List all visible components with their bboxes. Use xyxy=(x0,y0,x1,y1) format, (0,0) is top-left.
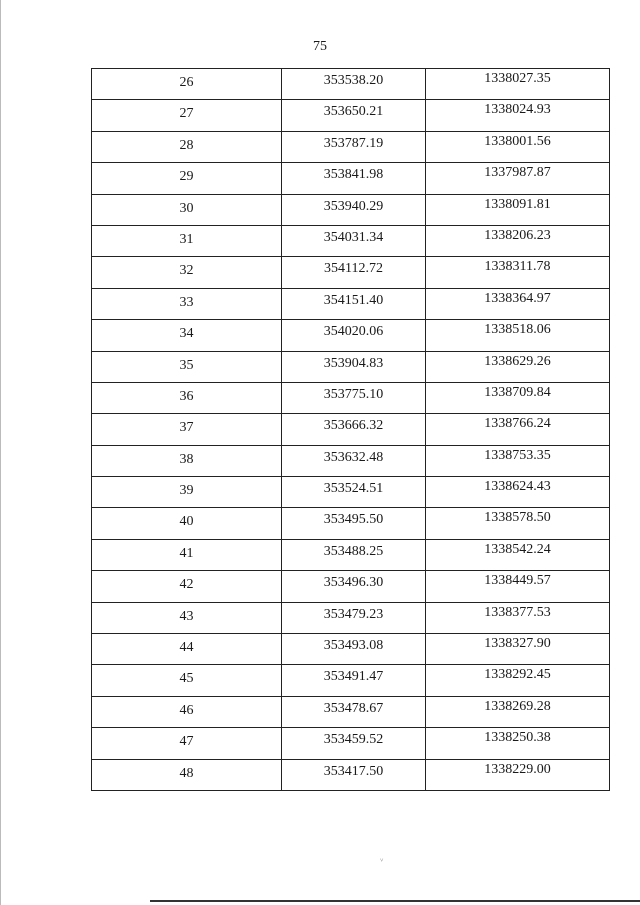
y-coordinate-cell xyxy=(426,665,610,696)
point-id-cell-text: 39 xyxy=(179,483,194,499)
point-id-cell xyxy=(92,445,282,476)
point-id-cell-text: 26 xyxy=(179,75,194,90)
point-id-cell xyxy=(92,665,282,696)
table-row xyxy=(92,539,610,570)
point-id-cell xyxy=(92,539,282,570)
y-coordinate-cell xyxy=(426,382,610,413)
y-coordinate-cell xyxy=(426,539,610,570)
table-row xyxy=(92,100,610,131)
table-row xyxy=(92,257,610,288)
y-coordinate-cell-text: 1338578.50 xyxy=(484,510,551,526)
table-row xyxy=(92,320,610,351)
point-id-cell xyxy=(92,320,282,351)
point-id-cell-text: 27 xyxy=(179,106,194,122)
table-row xyxy=(92,194,610,225)
point-id-cell-text: 37 xyxy=(179,420,194,436)
y-coordinate-cell xyxy=(426,100,610,131)
y-coordinate-cell xyxy=(426,351,610,382)
point-id-cell xyxy=(92,382,282,413)
point-id-cell-text: 47 xyxy=(179,734,194,750)
x-coordinate-cell-text: 353491.47 xyxy=(323,669,384,685)
point-id-cell-text: 45 xyxy=(179,671,194,687)
table-row xyxy=(92,665,610,696)
x-coordinate-cell xyxy=(282,351,426,382)
y-coordinate-cell-text: 1338518.06 xyxy=(484,322,551,338)
table-row xyxy=(92,225,610,256)
x-coordinate-cell xyxy=(282,634,426,665)
coordinate-table xyxy=(91,68,610,791)
y-coordinate-cell xyxy=(426,194,610,225)
y-coordinate-cell xyxy=(426,288,610,319)
y-coordinate-cell-text: 1338327.90 xyxy=(484,636,551,652)
y-coordinate-cell-text: 1338766.24 xyxy=(484,416,551,432)
point-id-cell-text: 44 xyxy=(179,640,194,656)
x-coordinate-cell xyxy=(282,225,426,256)
point-id-cell-text: 41 xyxy=(179,545,194,561)
y-coordinate-cell xyxy=(426,320,610,351)
y-coordinate-cell xyxy=(426,69,610,100)
y-coordinate-cell xyxy=(426,477,610,508)
x-coordinate-cell xyxy=(282,163,426,194)
point-id-cell-text: 31 xyxy=(179,231,194,247)
point-id-cell xyxy=(92,351,282,382)
y-coordinate-cell xyxy=(426,571,610,602)
x-coordinate-cell xyxy=(282,320,426,351)
point-id-cell xyxy=(92,131,282,162)
table-row xyxy=(92,571,610,602)
x-coordinate-cell xyxy=(282,445,426,476)
x-coordinate-cell-text: 353650.21 xyxy=(323,104,384,120)
bottom-edge-line xyxy=(150,900,640,902)
point-id-cell-text: 35 xyxy=(179,357,194,373)
y-coordinate-cell xyxy=(426,634,610,665)
y-coordinate-cell-text: 1338449.57 xyxy=(484,573,551,589)
point-id-cell xyxy=(92,508,282,539)
table-row xyxy=(92,445,610,476)
point-id-cell-text: 42 xyxy=(179,577,194,593)
table-row xyxy=(92,163,610,194)
x-coordinate-cell xyxy=(282,414,426,445)
x-coordinate-cell xyxy=(282,131,426,162)
x-coordinate-cell-text: 353787.19 xyxy=(323,135,384,151)
y-coordinate-cell-text: 1338624.43 xyxy=(484,479,551,495)
x-coordinate-cell-text: 354020.06 xyxy=(323,324,384,340)
point-id-cell xyxy=(92,257,282,288)
y-coordinate-cell xyxy=(426,759,610,790)
table-row xyxy=(92,759,610,790)
coordinate-table-body xyxy=(92,69,610,791)
point-id-cell xyxy=(92,728,282,759)
x-coordinate-cell xyxy=(282,728,426,759)
y-coordinate-cell xyxy=(426,696,610,727)
x-coordinate-cell-text: 353488.25 xyxy=(323,543,384,559)
point-id-cell xyxy=(92,696,282,727)
point-id-cell-text: 34 xyxy=(179,326,194,342)
x-coordinate-cell-text: 353841.98 xyxy=(323,167,384,183)
point-id-cell-text: 29 xyxy=(179,169,194,185)
y-coordinate-cell-text: 1338629.26 xyxy=(484,353,551,369)
x-coordinate-cell xyxy=(282,602,426,633)
table-row xyxy=(92,634,610,665)
y-coordinate-cell-text: 1338027.35 xyxy=(484,71,551,86)
table-row xyxy=(92,602,610,633)
x-coordinate-cell-text: 353524.51 xyxy=(323,481,384,497)
y-coordinate-cell xyxy=(426,257,610,288)
x-coordinate-cell-text: 353904.83 xyxy=(323,355,384,371)
point-id-cell xyxy=(92,69,282,100)
table-row xyxy=(92,728,610,759)
y-coordinate-cell-text: 1338542.24 xyxy=(484,541,551,557)
y-coordinate-cell xyxy=(426,445,610,476)
y-coordinate-cell xyxy=(426,225,610,256)
x-coordinate-cell xyxy=(282,508,426,539)
x-coordinate-cell-text: 353417.50 xyxy=(323,763,384,779)
x-coordinate-cell xyxy=(282,194,426,225)
y-coordinate-cell-text: 1338250.38 xyxy=(484,730,551,746)
table-row xyxy=(92,508,610,539)
page-number: 75 xyxy=(313,39,327,54)
point-id-cell xyxy=(92,163,282,194)
table-row xyxy=(92,351,610,382)
x-coordinate-cell-text: 353493.08 xyxy=(323,638,384,654)
x-coordinate-cell xyxy=(282,382,426,413)
scan-speck: ˅ xyxy=(380,858,384,864)
x-coordinate-cell-text: 353495.50 xyxy=(323,512,384,528)
y-coordinate-cell-text: 1338091.81 xyxy=(484,196,551,212)
point-id-cell-text: 46 xyxy=(179,702,194,718)
y-coordinate-cell xyxy=(426,508,610,539)
y-coordinate-cell-text: 1338364.97 xyxy=(484,290,551,306)
point-id-cell-text: 36 xyxy=(179,388,194,404)
y-coordinate-cell-text: 1338206.23 xyxy=(484,227,551,243)
y-coordinate-cell xyxy=(426,414,610,445)
x-coordinate-cell xyxy=(282,539,426,570)
x-coordinate-cell xyxy=(282,696,426,727)
y-coordinate-cell-text: 1338024.93 xyxy=(484,102,551,118)
x-coordinate-cell-text: 353775.10 xyxy=(323,386,384,402)
y-coordinate-cell-text: 1338709.84 xyxy=(484,384,551,400)
point-id-cell-text: 28 xyxy=(179,137,194,153)
y-coordinate-cell-text: 1338292.45 xyxy=(484,667,551,683)
x-coordinate-cell xyxy=(282,100,426,131)
y-coordinate-cell xyxy=(426,728,610,759)
point-id-cell-text: 48 xyxy=(179,765,194,781)
x-coordinate-cell-text: 354112.72 xyxy=(324,261,383,277)
table-row xyxy=(92,382,610,413)
y-coordinate-cell-text: 1338377.53 xyxy=(484,604,551,620)
table-row xyxy=(92,696,610,727)
x-coordinate-cell-text: 353478.67 xyxy=(323,700,384,716)
x-coordinate-cell xyxy=(282,665,426,696)
x-coordinate-cell-text: 353666.32 xyxy=(323,418,384,434)
point-id-cell xyxy=(92,571,282,602)
x-coordinate-cell-text: 354151.40 xyxy=(323,292,384,308)
y-coordinate-cell-text: 1337987.87 xyxy=(484,165,551,181)
x-coordinate-cell xyxy=(282,288,426,319)
x-coordinate-cell-text: 353496.30 xyxy=(323,575,384,591)
point-id-cell-text: 30 xyxy=(179,200,194,216)
y-coordinate-cell xyxy=(426,131,610,162)
point-id-cell xyxy=(92,100,282,131)
y-coordinate-cell-text: 1338269.28 xyxy=(484,698,551,714)
x-coordinate-cell-text: 353479.23 xyxy=(323,606,384,622)
y-coordinate-cell-text: 1338229.00 xyxy=(484,761,551,777)
point-id-cell xyxy=(92,194,282,225)
point-id-cell xyxy=(92,477,282,508)
x-coordinate-cell xyxy=(282,257,426,288)
point-id-cell xyxy=(92,225,282,256)
point-id-cell xyxy=(92,759,282,790)
y-coordinate-cell xyxy=(426,163,610,194)
point-id-cell-text: 38 xyxy=(179,451,194,467)
point-id-cell xyxy=(92,634,282,665)
x-coordinate-cell-text: 353940.29 xyxy=(323,198,384,214)
y-coordinate-cell xyxy=(426,602,610,633)
table-row xyxy=(92,69,610,100)
table-row xyxy=(92,477,610,508)
y-coordinate-cell-text: 1338001.56 xyxy=(484,133,551,149)
y-coordinate-cell-text: 1338753.35 xyxy=(484,447,551,463)
point-id-cell-text: 33 xyxy=(179,294,194,310)
table-row xyxy=(92,131,610,162)
x-coordinate-cell xyxy=(282,477,426,508)
point-id-cell-text: 40 xyxy=(179,514,194,530)
point-id-cell-text: 43 xyxy=(179,608,194,624)
point-id-cell-text: 32 xyxy=(179,263,194,279)
table-row xyxy=(92,288,610,319)
scan-edge xyxy=(0,0,1,905)
x-coordinate-cell-text: 354031.34 xyxy=(323,229,384,245)
x-coordinate-cell-text: 353538.20 xyxy=(323,73,384,88)
x-coordinate-cell xyxy=(282,759,426,790)
x-coordinate-cell xyxy=(282,571,426,602)
x-coordinate-cell xyxy=(282,69,426,100)
x-coordinate-cell-text: 353459.52 xyxy=(323,732,384,748)
point-id-cell xyxy=(92,414,282,445)
table-row xyxy=(92,414,610,445)
x-coordinate-cell-text: 353632.48 xyxy=(323,449,384,465)
point-id-cell xyxy=(92,602,282,633)
point-id-cell xyxy=(92,288,282,319)
y-coordinate-cell-text: 1338311.78 xyxy=(484,259,551,275)
